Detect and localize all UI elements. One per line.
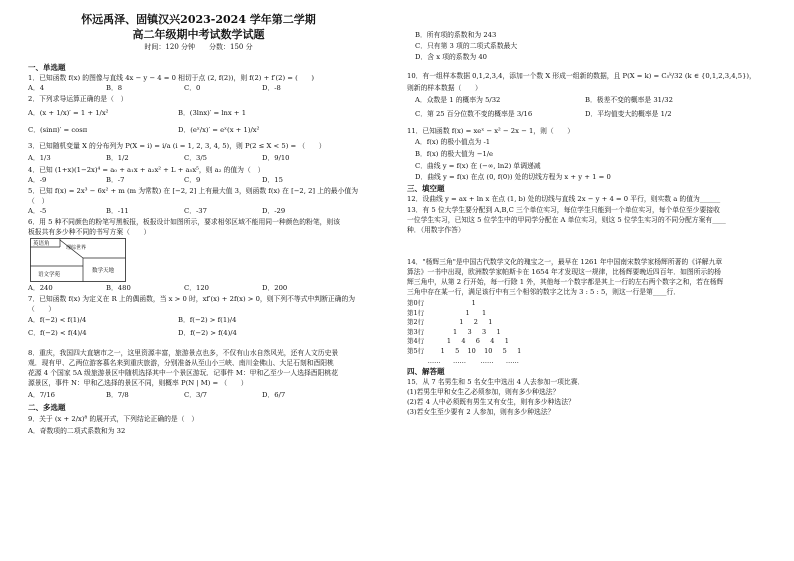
option[interactable]: A．4 xyxy=(28,84,45,92)
option[interactable]: D．曲线 y = f(x) 在点 (0, f(0)) 处的切线方程为 x + y + 1 = 0 xyxy=(415,173,611,181)
question-2 xyxy=(28,94,388,137)
option[interactable]: B．(3lnx)′ = lnx + 1 xyxy=(178,109,247,117)
right-body xyxy=(407,30,787,417)
option[interactable]: A．7/16 xyxy=(28,391,55,399)
q6-options xyxy=(28,283,388,294)
question-9-continued xyxy=(407,30,787,63)
question-5 xyxy=(28,186,388,217)
left-body xyxy=(28,62,388,437)
option[interactable]: C．3/5 xyxy=(184,154,207,162)
q4-options xyxy=(28,175,388,186)
q14-line: 三角中存在某一行，满足该行中有三个相邻的数字之比为 3 : 5 : 5，则这一行是第____行． xyxy=(407,288,681,296)
option[interactable]: A．奇数项的二项式系数和为 32 xyxy=(28,427,126,435)
pascal-triangle xyxy=(407,299,787,366)
option[interactable]: B．1/2 xyxy=(106,154,129,162)
q8-line: 8．重庆，我国四大直辖市之一，这里资源丰富，旅游景点也多，不仅有山水自然风光，还有人文历史景 xyxy=(28,349,339,357)
option[interactable]: B．-7 xyxy=(106,176,125,184)
option[interactable]: A．f(−2) < f(1)/4 xyxy=(28,316,87,324)
option[interactable]: C．f(−2) < f(4)/4 xyxy=(28,329,87,337)
option[interactable]: D．15 xyxy=(262,176,283,184)
question-9 xyxy=(28,413,388,437)
question-1 xyxy=(28,73,388,94)
option[interactable]: D．-8 xyxy=(262,84,281,92)
pascal-row: …… …… …… …… xyxy=(407,356,519,365)
q7-stem: 7．已知函数 f(x) 为定义在 R 上的偶函数，当 x > 0 时，xf′(x) + 2f(x) > 0，则下列不等式中判断正确的为 xyxy=(28,295,356,303)
q15-line: 15．从 7 名男生和 5 名女生中选出 4 人去参加一项比赛． xyxy=(407,378,585,387)
section-multi: 二、多选题 xyxy=(28,403,66,412)
pascal-row: 第5行 1 5 10 10 5 1 xyxy=(407,346,522,355)
pascal-row: 第1行 1 1 xyxy=(407,308,487,317)
q8-line: 花源 4 个国家 5A 级旅游景区中随机选择其中一个景区游玩．记事件 M：甲和乙至少一人选择酉阳桃花 xyxy=(28,369,338,377)
question-6 xyxy=(28,217,388,294)
option[interactable]: C．第 25 百分位数不变的概率是 3/16 xyxy=(415,110,533,118)
q7-options-row2 xyxy=(28,327,388,340)
board-layout-figure xyxy=(30,238,126,282)
region-label: 理综世界 xyxy=(66,245,87,251)
q7-stem-cont: （ ） xyxy=(28,305,56,313)
q11-stem: 11．已知函数 f(x) = xeˣ − x² − 2x − 1，则（ ） xyxy=(407,127,575,135)
q6-stem-cont: 板报共有多少种不同的书写方案（ ） xyxy=(28,228,151,236)
question-10 xyxy=(407,69,787,121)
option[interactable]: D．-29 xyxy=(262,207,286,215)
option[interactable]: C．-37 xyxy=(184,207,207,215)
q8-options xyxy=(28,388,388,402)
q1-options xyxy=(28,83,388,94)
section-fill: 三、填空题 xyxy=(407,184,445,193)
exam-meta: 时间：120 分钟 分数：150 分 xyxy=(144,43,253,51)
q9-stem: 9．关于 (x + 2/x)⁸ 的展开式，下列结论正确的是（ ） xyxy=(28,415,199,423)
option[interactable]: B．所有项的系数和为 243 xyxy=(415,31,497,39)
q10-stem: 10．有一组样本数据 0,1,2,3,4，添加一个数 X 形成一组新的数据，且 P(X = k) = C₅ᵏ/32 (k ∈ {0,1,2,3,4,5})， xyxy=(407,72,756,80)
q14-line: 14．"杨辉三角"是中国古代数学文化的瑰宝之一，最早在 1261 年中国南宋数学家杨辉所著的《详解九章 xyxy=(407,258,723,266)
option[interactable]: C．曲线 y = f(x) 在 (−∞, ln2) 单调递减 xyxy=(415,162,541,170)
option[interactable]: A．-5 xyxy=(28,207,47,215)
q2-options-row2 xyxy=(28,124,388,137)
question-14 xyxy=(407,257,787,297)
option[interactable]: C．(sinπ)′ = cosπ xyxy=(28,126,88,134)
pascal-row: 第3行 1 3 3 1 xyxy=(407,327,501,336)
q15-line: (2)若 4 人中必须既有男生又有女生，则有多少种选法？ xyxy=(407,398,575,407)
option[interactable]: C．120 xyxy=(184,284,209,292)
q2-options-row1 xyxy=(28,107,388,120)
q10-stem-cont: 则新的样本数据（ ） xyxy=(407,84,482,92)
q13-line: 一位学生实习，已知这 5 位学生中的甲同学分配在 A 单位实习，则这 5 位学生实习的不同分配方案有____ xyxy=(407,216,726,224)
section-single: 一、单选题 xyxy=(28,63,66,72)
q13-line: 种．（用数字作答） xyxy=(407,226,465,234)
option[interactable]: C．9 xyxy=(184,176,201,184)
title-line-1: 怀远禹泽、固镇汉兴2023-2024 学年第二学期 xyxy=(81,13,316,26)
option[interactable]: B．f(−2) > f(1)/4 xyxy=(178,316,237,324)
q1-stem: 1．已知函数 f(x) 的图像与直线 4x − y − 4 = 0 相切于点 (2, f(2))，则 f(2) + f′(2) = ( ) xyxy=(28,74,315,82)
option[interactable]: A．1/3 xyxy=(28,154,51,162)
option[interactable]: A．-9 xyxy=(28,176,47,184)
q7-options-row1 xyxy=(28,314,388,327)
q10-options-row1 xyxy=(407,93,787,107)
q2-stem: 2．下列求导运算正确的是（ ） xyxy=(28,95,128,103)
q6-stem: 6．用 5 种不同颜色的粉笔写黑板报，板报设计如图所示，要求相邻区域不能用同一种颜色的粉笔，则该 xyxy=(28,218,341,226)
question-7 xyxy=(28,294,388,340)
pascal-row: 第4行 1 4 6 4 1 xyxy=(407,337,509,346)
question-4 xyxy=(28,165,388,186)
pascal-row: 第2行 1 2 1 xyxy=(407,318,493,327)
title-line-2: 高二年级期中考试数学试题 xyxy=(132,28,265,41)
region-label: 数学天地 xyxy=(92,268,115,274)
option[interactable]: A．众数是 1 的概率为 5/32 xyxy=(415,96,501,104)
region-label: 英语角 xyxy=(33,241,50,247)
question-12: 12．设曲线 y = ax + ln x 在点 (1, b) 处的切线与直线 2x − y + 4 = 0 平行，则实数 a 的值为______ xyxy=(407,195,721,203)
question-15 xyxy=(407,377,787,417)
option[interactable]: B．480 xyxy=(106,284,131,292)
option[interactable]: C．0 xyxy=(184,84,201,92)
option[interactable]: B．8 xyxy=(106,84,123,92)
option[interactable]: C．3/7 xyxy=(184,391,207,399)
option[interactable]: A．f(x) 的极小值点为 -1 xyxy=(415,138,491,146)
option[interactable]: A．(x + 1/x)′ = 1 + 1/x² xyxy=(28,109,109,117)
option[interactable]: B．7/8 xyxy=(106,391,129,399)
question-3 xyxy=(28,141,388,165)
q4-stem: 4．已知 (1+x)(1−2x)⁴ = a₀ + a₁x + a₂x² + L + a₅x⁵，则 a₂ 的值为（ ） xyxy=(28,166,265,174)
page-title xyxy=(0,12,397,53)
option[interactable]: D．6/7 xyxy=(262,391,286,399)
section-answer: 四、解答题 xyxy=(407,367,445,377)
option[interactable]: C．只有第 3 项的二项式系数最大 xyxy=(415,42,518,50)
q5-options xyxy=(28,206,388,217)
q10-options-row2 xyxy=(407,107,787,121)
option[interactable]: D．含 x 项的系数为 40 xyxy=(415,53,487,61)
option[interactable]: D．f(−2) > f(4)/4 xyxy=(178,329,237,337)
q3-stem: 3．已知随机变量 X 的分布列为 P(X = i) = i/a (i = 1, 2, 3, 4, 5)，则 P(2 ≤ X < 5) = （ ） xyxy=(28,142,326,150)
question-11 xyxy=(407,125,787,183)
option[interactable]: B．f(x) 的极大值为 −1/e xyxy=(415,150,494,158)
q5-stem-cont: （ ） xyxy=(28,197,49,205)
q15-line: (1)若男生甲和女生乙必须参加，则有多少种选法？ xyxy=(407,388,560,397)
option[interactable]: A．240 xyxy=(28,284,53,292)
option[interactable]: D．平均值变大的概率是 1/2 xyxy=(585,110,672,118)
pascal-row: 第0行 1 xyxy=(407,299,476,307)
right-column xyxy=(397,0,794,561)
question-8 xyxy=(28,348,388,402)
q8-line: 源景区，事件 N：甲和乙选择的景区不同，则概率 P(N | M) = （ ） xyxy=(28,379,248,387)
q3-options xyxy=(28,151,388,165)
option[interactable]: D．200 xyxy=(262,284,288,292)
q5-stem: 5．已知 f(x) = 2x³ − 6x² + m (m 为常数) 在 [−2, 2] 上有最大值 3，则函数 f(x) 在 [−2, 2] 上的最小值为 xyxy=(28,187,358,195)
option[interactable]: B．-11 xyxy=(106,207,129,215)
q14-line: 辉三角中，从第 2 行开始，每一行除 1 外，其他每一个数字都是其上一行的左右两个数字之和，若在杨辉 xyxy=(407,278,724,286)
q8-line: 观．现有甲、乙两位游客慕名来到重庆旅游，分别准备从至山小三峡、南川金佛山、大足石刻和酉阳桃 xyxy=(28,359,334,367)
option[interactable]: B．极差不变的概率是 31/32 xyxy=(585,96,673,104)
question-13 xyxy=(407,205,787,235)
q14-line: 算法》一书中出现，欧洲数学家帕斯卡在 1654 年才发现这一规律，比杨辉要晚近四百年．如图所示的杨 xyxy=(407,268,721,276)
region-label: 语文学苑 xyxy=(38,272,61,278)
q13-line: 13．有 5 位大学生要分配到 A,B,C 三个单位实习，每位学生只能到一个单位实习，每个单位至少要接收 xyxy=(407,206,720,214)
option[interactable]: D．9/10 xyxy=(262,154,290,162)
q15-line: (3)若女生至少要有 2 人参加，则有多少种选法？ xyxy=(407,408,555,417)
option[interactable]: D．(eˣ/x)′ = eˣ(x + 1)/x² xyxy=(178,126,260,134)
